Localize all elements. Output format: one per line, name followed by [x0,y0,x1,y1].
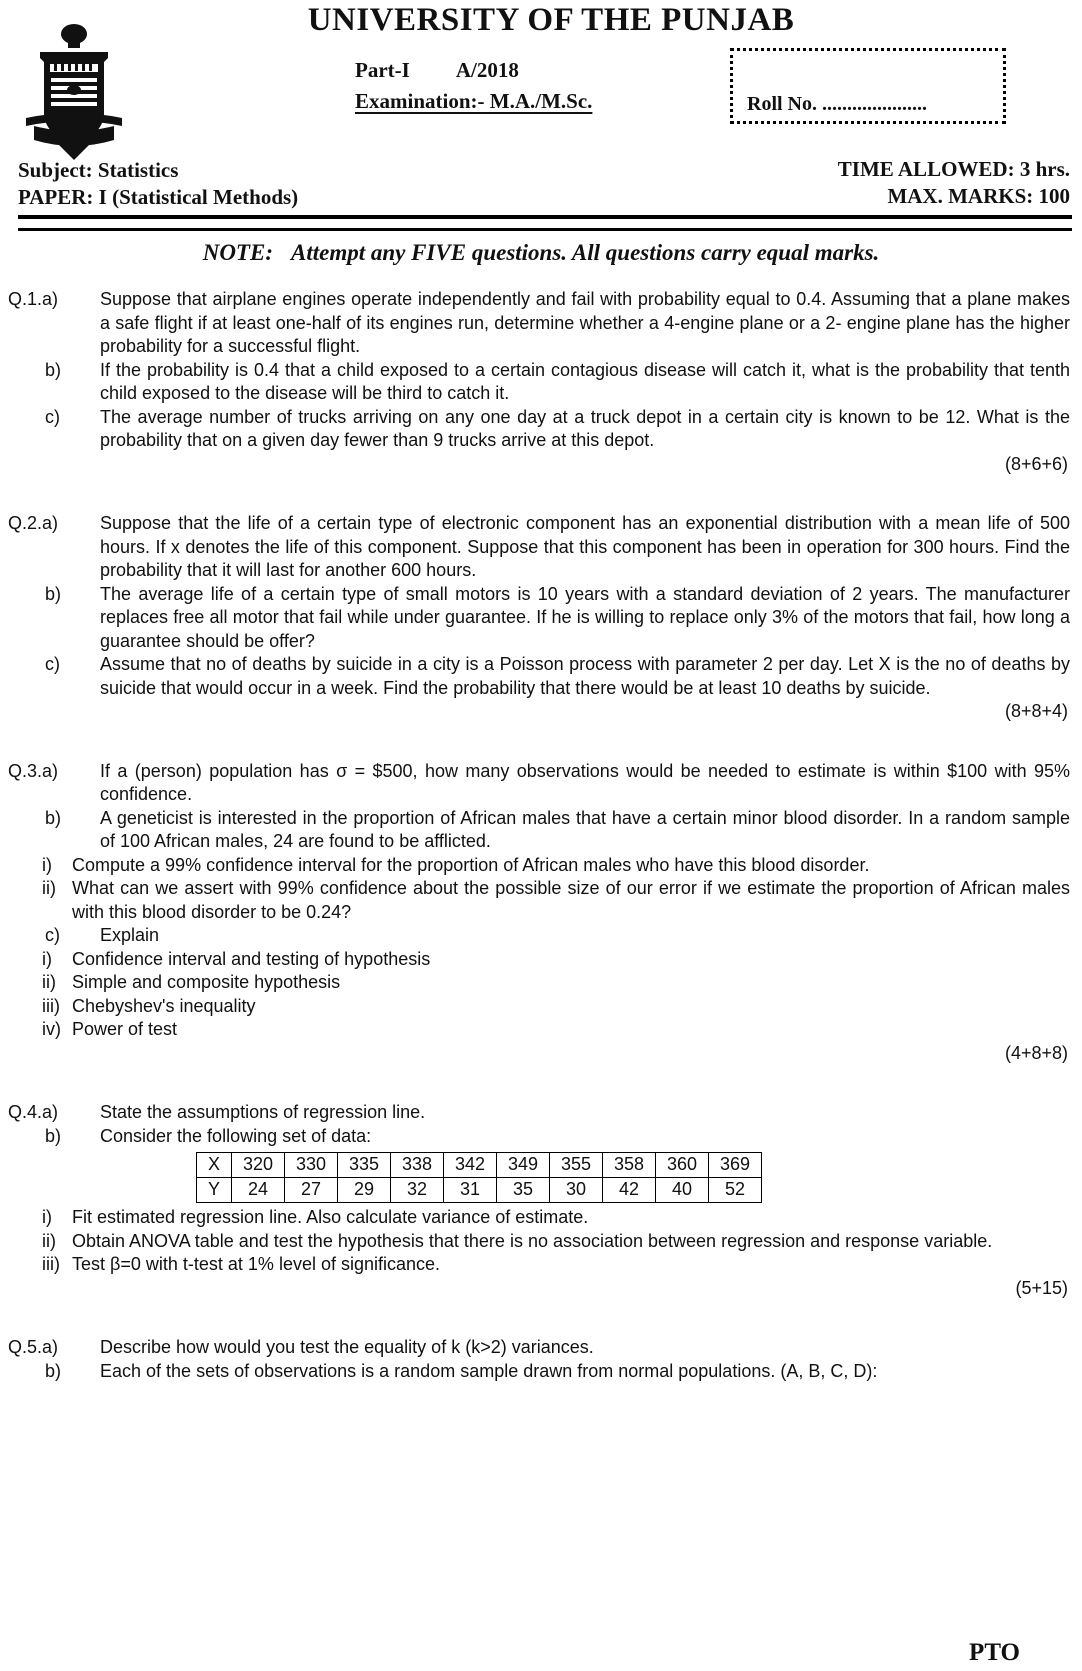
sub-items-list [0,1206,1082,1277]
question-part [0,583,1082,654]
roman-numeral: i) [42,948,52,969]
question-tag: Q.1.a) [8,289,59,309]
table-cell: 360 [656,1153,709,1178]
question-part [0,359,1082,406]
question-text: Assume that no of deaths by suicide in a city is a Poisson process with parameter 2 per day. Let X is the no of deaths by suicide that would occur in a week. Find the probability that there would be at least 10 deaths by suicide. [100,654,1070,698]
question-tag: b) [45,583,62,604]
question-part [0,406,1082,453]
question-block-2 [0,512,1082,724]
roll-no-box[interactable] [730,48,1006,124]
table-cell: 52 [709,1178,762,1203]
question-part [0,1101,1082,1125]
table-cell: 320 [232,1153,285,1178]
marks-allocation: (4+8+8) [1004,1042,1068,1063]
page-header [0,0,1082,212]
question-block-3 [0,760,1082,1066]
question-tag: c) [45,654,60,674]
questions-area [0,288,1082,1383]
roman-numeral: ii) [42,878,56,898]
question-text: The average life of a certain type of small motors is 10 years with a standard deviation of 2 years. The manufacturer replaces free all motor that fail while under guarantee. If he is willing to replace only 3% of the motors that fail, how long a guarantee should be offer? [100,583,1070,651]
table-row [197,1153,762,1178]
question-tag: c) [45,925,60,945]
roman-numeral: iii) [42,1254,60,1274]
university-crest-icon [18,22,130,162]
block-spacer [0,724,1082,760]
table-cell: 24 [232,1178,285,1203]
list-item [42,1230,1082,1254]
max-marks-label: MAX. MARKS: 100 [887,184,1070,208]
part-session-line [355,58,519,83]
table-cell: Y [197,1178,232,1203]
question-part [0,288,1082,359]
question-tag: Q.5.a) [8,1337,59,1357]
question-text: Suppose that the life of a certain type of electronic component has an exponential distribution with a mean life of 500 hours. If x denotes the life of this component. Suppose that this component has been in operation for 300 hours. Find the probability that it will last for another 600 hours. [100,513,1070,580]
time-allowed-label: TIME ALLOWED: 3 hrs. [837,157,1070,181]
table-cell: 35 [497,1178,550,1203]
roman-numeral: i) [42,854,52,875]
table-cell: 342 [444,1153,497,1178]
subject-label: Subject: Statistics [18,158,179,182]
pto-label: PTO [969,1639,1020,1666]
regression-data-table [196,1152,762,1203]
block-spacer [0,1300,1082,1336]
roman-text: Chebyshev's inequality [72,995,256,1016]
question-text: Describe how would you test the equality of k (k>2) variances. [100,1337,594,1357]
list-item [42,1206,1082,1230]
table-cell: X [197,1153,232,1178]
paper-label: PAPER: I (Statistical Methods) [18,185,299,209]
table-cell: 27 [285,1178,338,1203]
marks-allocation: (8+6+6) [1004,453,1068,474]
list-item [42,971,1082,995]
note-text: Attempt any FIVE questions. All questions carry equal marks. [290,240,880,265]
question-text: If a (person) population has σ = $500, how many observations would be needed to estimate is within $100 with 95% confidence. [100,760,1070,804]
question-part [0,1360,1082,1384]
session-label: A/2018 [455,58,519,82]
roman-text: Fit estimated regression line. Also calculate variance of estimate. [72,1207,589,1227]
table-cell: 31 [444,1178,497,1203]
question-tag: b) [45,807,62,828]
block-spacer [0,1065,1082,1101]
sub-items-list [0,854,1082,925]
list-item [42,1253,1082,1277]
part-label: Part-I [355,58,410,82]
table-cell: 32 [391,1178,444,1203]
note-label: NOTE: [202,240,273,265]
note-line [0,240,1082,266]
list-item [42,877,1082,924]
question-tag: b) [45,1360,62,1381]
question-block-1 [0,288,1082,476]
roman-text: Confidence interval and testing of hypothesis [72,948,431,969]
sub-items-list [0,948,1082,1042]
examination-label: Examination:- M.A./M.Sc. [355,89,593,113]
roman-text: Simple and composite hypothesis [72,972,341,992]
table-cell: 358 [603,1153,656,1178]
header-divider [18,215,1072,231]
roman-numeral: iv) [42,1019,61,1039]
question-tag: Q.4.a) [8,1102,59,1122]
list-item [42,1018,1082,1042]
roman-text: Compute a 99% confidence interval for the proportion of African males who have this blood disorder. [72,854,870,875]
question-block-5 [0,1336,1082,1383]
question-tag: b) [45,359,62,380]
question-text: State the assumptions of regression line. [100,1102,426,1122]
roman-text: What can we assert with 99% confidence about the possible size of our error if we estimate the proportion of African males with this blood disorder to be 0.24? [72,878,1070,922]
question-part [0,1336,1082,1360]
question-block-4 [0,1101,1082,1300]
question-text: The average number of trucks arriving on any one day at a truck depot in a certain city is known to be 12. What is the probability that on a given day fewer than 9 trucks arrive at this depot. [100,406,1070,450]
table-cell: 330 [285,1153,338,1178]
roman-text: Obtain ANOVA table and test the hypothesis that there is no association between regression and response variable. [72,1230,993,1251]
roman-text: Power of test [72,1019,178,1039]
roman-numeral: iii) [42,995,60,1016]
question-part [0,1125,1082,1149]
question-part [0,760,1082,807]
table-cell: 30 [550,1178,603,1203]
table-cell: 40 [656,1178,709,1203]
question-text: Each of the sets of observations is a random sample drawn from normal populations. (A, B, C, D): [100,1360,878,1381]
question-tag: c) [45,406,60,427]
roman-numeral: i) [42,1207,52,1227]
table-cell: 338 [391,1153,444,1178]
table-cell: 335 [338,1153,391,1178]
question-text: Suppose that airplane engines operate independently and fail with probability equal to 0.4. Assuming that a plane makes a safe flight if at least one-half of its engines run, determine whether a 4-engine plane or a 2- engine plane has the higher probability for a successful flight. [100,289,1070,356]
marks-allocation: (5+15) [1015,1277,1068,1298]
question-tag: b) [45,1125,62,1146]
question-part [0,807,1082,854]
table-cell: 349 [497,1153,550,1178]
question-text: Explain [100,925,160,945]
page-title: UNIVERSITY OF THE PUNJAB [307,2,795,38]
block-spacer [0,476,1082,512]
table-cell: 369 [709,1153,762,1178]
roman-numeral: ii) [42,1230,56,1251]
roll-no-label: Roll No. ..................... [747,93,927,115]
roman-text: Test β=0 with t-test at 1% level of significance. [72,1254,441,1274]
roman-numeral: ii) [42,972,56,992]
question-text: Consider the following set of data: [100,1125,372,1146]
question-part [0,512,1082,583]
table-cell: 42 [603,1178,656,1203]
regression-data-table-wrapper [0,1148,1082,1206]
question-text: If the probability is 0.4 that a child exposed to a certain contagious disease will catch it, what is the probability that tenth child exposed to the disease will be third to catch it. [100,359,1070,403]
list-item [42,995,1082,1019]
marks-allocation: (8+8+4) [1004,701,1068,721]
list-item [42,854,1082,878]
question-text: A geneticist is interested in the proportion of African males that have a certain minor blood disorder. In a random sample of 100 African males, 24 are found to be afflicted. [100,807,1070,851]
list-item [42,948,1082,972]
table-cell: 355 [550,1153,603,1178]
table-row [197,1178,762,1203]
question-part [0,653,1082,700]
question-tag: Q.3.a) [8,760,59,781]
table-cell: 29 [338,1178,391,1203]
question-tag: Q.2.a) [8,513,59,533]
question-part [0,924,1082,948]
